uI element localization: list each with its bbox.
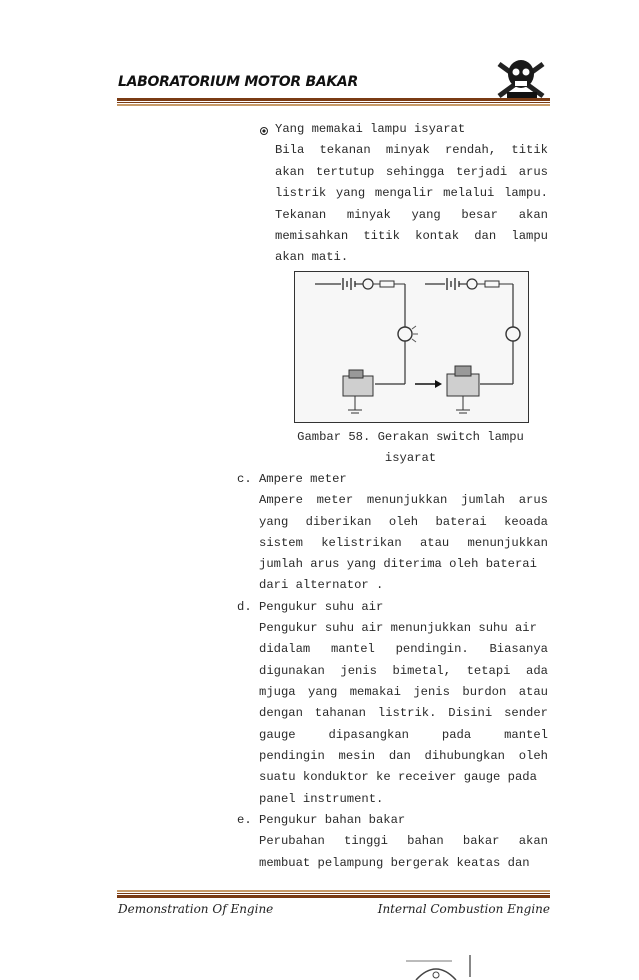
word: menunjukkan bbox=[467, 536, 548, 550]
word: bakar bbox=[462, 834, 500, 848]
text-line bbox=[259, 728, 548, 742]
word: diberikan bbox=[305, 515, 372, 529]
section-heading: c. Ampere meter bbox=[237, 472, 347, 486]
word: mengalir bbox=[374, 186, 434, 200]
word: atau bbox=[419, 536, 450, 550]
section-heading: e. Pengukur bahan bakar bbox=[237, 813, 406, 827]
footer-rule-light bbox=[117, 890, 550, 892]
text-line bbox=[275, 229, 548, 243]
word: arus bbox=[518, 493, 548, 507]
word: besar bbox=[461, 208, 498, 222]
text-line: jumlah arus yang diterima oleh baterai bbox=[259, 557, 537, 571]
word: bahan bbox=[407, 834, 444, 848]
word: yang bbox=[308, 685, 338, 699]
bullet-title: Yang memakai lampu isyarat bbox=[275, 122, 466, 136]
word: keoada bbox=[504, 515, 548, 529]
word: dipasangkan bbox=[328, 728, 409, 742]
text-line bbox=[259, 664, 548, 678]
text-line bbox=[275, 208, 548, 222]
word: Disini bbox=[448, 706, 493, 720]
word: sender bbox=[504, 706, 548, 720]
word: akan bbox=[275, 165, 305, 179]
word: arus bbox=[518, 165, 548, 179]
word: pada bbox=[441, 728, 472, 742]
word: menunjukkan bbox=[366, 493, 448, 507]
word: akan bbox=[518, 208, 548, 222]
word: titik bbox=[363, 229, 400, 243]
text-line bbox=[259, 834, 548, 848]
word: burdon bbox=[462, 685, 507, 699]
word: Biasanya bbox=[489, 642, 548, 656]
text-line bbox=[259, 536, 548, 550]
word: gauge bbox=[259, 728, 296, 742]
page-bleed-stamp-icon bbox=[396, 953, 476, 980]
word: mantel bbox=[504, 728, 548, 742]
text-line bbox=[275, 186, 548, 200]
word: Perubahan bbox=[259, 834, 325, 848]
word: Ampere bbox=[259, 493, 303, 507]
word: dan bbox=[388, 749, 411, 763]
word: sistem bbox=[259, 536, 303, 550]
text-line: membuat pelampung bergerak keatas dan bbox=[259, 856, 530, 870]
text-line bbox=[259, 706, 548, 720]
word: kontak bbox=[415, 229, 460, 243]
text-line bbox=[275, 143, 548, 157]
circuit-diagram-icon bbox=[295, 272, 528, 422]
word: rendah, bbox=[444, 143, 497, 157]
word: atau bbox=[518, 685, 548, 699]
word: yang bbox=[335, 186, 366, 200]
word: dihubungkan bbox=[424, 749, 505, 763]
footer-right-text: Internal Combustion Engine bbox=[377, 902, 550, 916]
skull-logo-icon bbox=[493, 54, 549, 102]
text-line bbox=[275, 165, 548, 179]
word: listrik. bbox=[377, 706, 437, 720]
word: terjadi bbox=[455, 165, 508, 179]
header-rule-thin bbox=[117, 102, 550, 103]
word: mesin bbox=[338, 749, 376, 763]
word: meter bbox=[316, 493, 354, 507]
header-rule-light bbox=[117, 104, 550, 106]
header-title: LABORATORIUM MOTOR BAKAR bbox=[118, 74, 358, 90]
footer-left-text: Demonstration Of Engine bbox=[118, 902, 274, 916]
figure-caption: Gambar 58. Gerakan switch lampu bbox=[297, 430, 524, 444]
circuit-figure bbox=[294, 271, 529, 423]
section-heading: d. Pengukur suhu air bbox=[237, 600, 384, 614]
word: bimetal, bbox=[392, 664, 452, 678]
header-rule bbox=[117, 98, 550, 101]
word: minyak bbox=[346, 208, 391, 222]
word: yang bbox=[411, 208, 441, 222]
word: akan bbox=[518, 834, 548, 848]
word: tertutup bbox=[315, 165, 375, 179]
word: jenis bbox=[413, 685, 450, 699]
word: tekanan bbox=[319, 143, 371, 157]
word: oleh bbox=[388, 515, 419, 529]
word: dan bbox=[474, 229, 497, 243]
word: tetapi bbox=[466, 664, 511, 678]
word: oleh bbox=[518, 749, 548, 763]
word: tinggi bbox=[344, 834, 388, 848]
footer-rule bbox=[117, 895, 550, 898]
word: titik bbox=[511, 143, 548, 157]
word: jenis bbox=[340, 664, 377, 678]
word: didalam bbox=[259, 642, 311, 656]
text-line bbox=[259, 685, 548, 699]
text-line: dari alternator . bbox=[259, 578, 384, 592]
text-line: panel instrument. bbox=[259, 792, 384, 806]
word: Bila bbox=[275, 143, 305, 157]
word: pendingin. bbox=[395, 642, 469, 656]
word: tahanan bbox=[314, 706, 366, 720]
word: dengan bbox=[259, 706, 303, 720]
word: lampu bbox=[511, 229, 548, 243]
word: jumlah bbox=[461, 493, 505, 507]
word: kelistrikan bbox=[321, 536, 402, 550]
word: lampu. bbox=[504, 186, 548, 200]
text-line bbox=[259, 749, 548, 763]
text-line: Pengukur suhu air menunjukkan suhu air bbox=[259, 621, 537, 635]
figure-caption-cont: isyarat bbox=[384, 451, 437, 465]
text-line: suatu konduktor ke receiver gauge pada bbox=[259, 770, 537, 784]
text-line bbox=[259, 642, 548, 656]
word: pendingin bbox=[259, 749, 325, 763]
word: minyak bbox=[385, 143, 430, 157]
word: memisahkan bbox=[275, 229, 349, 243]
word: Tekanan bbox=[275, 208, 327, 222]
word: digunakan bbox=[259, 664, 325, 678]
word: memakai bbox=[349, 685, 401, 699]
text-line bbox=[259, 493, 548, 507]
footer-rule-thin bbox=[117, 893, 550, 894]
text-line bbox=[259, 515, 548, 529]
word: listrik bbox=[275, 186, 327, 200]
text-line: akan mati. bbox=[275, 250, 349, 264]
word: mjuga bbox=[259, 685, 296, 699]
word: sehingga bbox=[385, 165, 445, 179]
word: baterai bbox=[435, 515, 487, 529]
word: mantel bbox=[330, 642, 375, 656]
word: yang bbox=[259, 515, 289, 529]
word: melalui bbox=[443, 186, 495, 200]
bullet-icon bbox=[260, 127, 268, 135]
word: ada bbox=[526, 664, 548, 678]
